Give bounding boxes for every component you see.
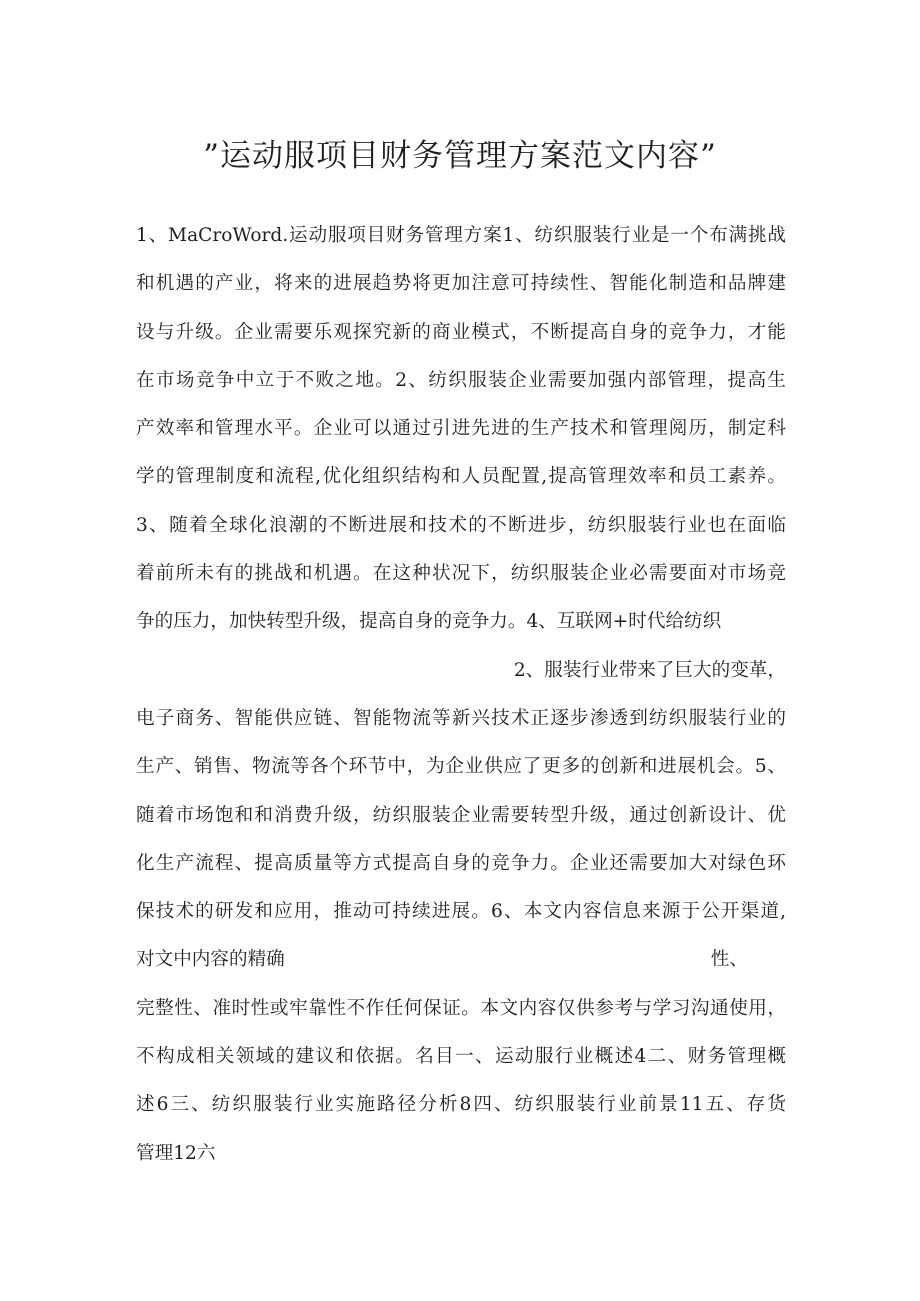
- text-line: 生产、销售、物流等各个环节中，为企业供应了更多的创新和进展机会。5、: [136, 756, 786, 778]
- text-fragment: 对文中内容的精确: [136, 949, 285, 971]
- text-line: 述6三、纺织服装行业实施路径分析8四、纺织服装行业前景11五、存货: [136, 1094, 786, 1116]
- text-line: 保技术的研发和应用，推动可持续进展。6、本文内容信息来源于公开渠道,: [136, 901, 786, 923]
- text-line: 在市场竞争中立于不败之地。2、纺织服装企业需要加强内部管理，提高生: [136, 369, 786, 391]
- text-line: 设与升级。企业需要乐观探究新的商业模式，不断提高自身的竞争力，才能: [136, 321, 786, 343]
- text-line: 随着市场饱和和消费升级，纺织服装企业需要转型升级，通过创新设计、优: [136, 804, 786, 826]
- text-line: 管理12六: [136, 1142, 216, 1164]
- text-line: 不构成相关领域的建议和依据。名目一、运动服行业概述4二、财务管理概: [136, 1046, 786, 1068]
- document-body: [136, 212, 786, 1178]
- text-line-split: [136, 936, 786, 984]
- text-line: 电子商务、智能供应链、智能物流等新兴技术正逐步渗透到纺织服装行业的: [136, 707, 786, 729]
- text-line: 产效率和管理水平。企业可以通过引进先进的生产技术和管理阅历，制定科: [136, 418, 786, 440]
- text-line: 3、随着全球化浪潮的不断进展和技术的不断进步，纺织服装行业也在面临: [136, 514, 786, 536]
- text-line: 1、MaCroWord.运动服项目财务管理方案1、纺织服装行业是一个布满挑战: [136, 225, 786, 246]
- text-line: 化生产流程、提高质量等方式提高自身的竞争力。企业还需要加大对绿色环: [136, 852, 786, 874]
- text-fragment: 性、: [710, 949, 748, 971]
- text-line: 着前所未有的挑战和机遇。在这种状况下，纺织服装企业必需要面对市场竞: [136, 563, 786, 585]
- text-line: 完整性、准时性或牢靠性不作任何保证。本文内容仅供参考与学习沟通使用，: [136, 997, 786, 1019]
- text-line: 学的管理制度和流程,优化组织结构和人员配置,提高管理效率和员工素养。: [136, 466, 786, 488]
- text-line: 争的压力，加快转型升级，提高自身的竞争力。4、互联网+时代给纺织: [136, 611, 722, 633]
- document-title: ”运动服项目财务管理方案范文内容”: [203, 138, 717, 174]
- text-line: 和机遇的产业，将来的进展趋势将更加注意可持续性、智能化制造和品牌建: [136, 273, 786, 295]
- text-line: 2、服装行业带来了巨大的变革，: [513, 659, 786, 681]
